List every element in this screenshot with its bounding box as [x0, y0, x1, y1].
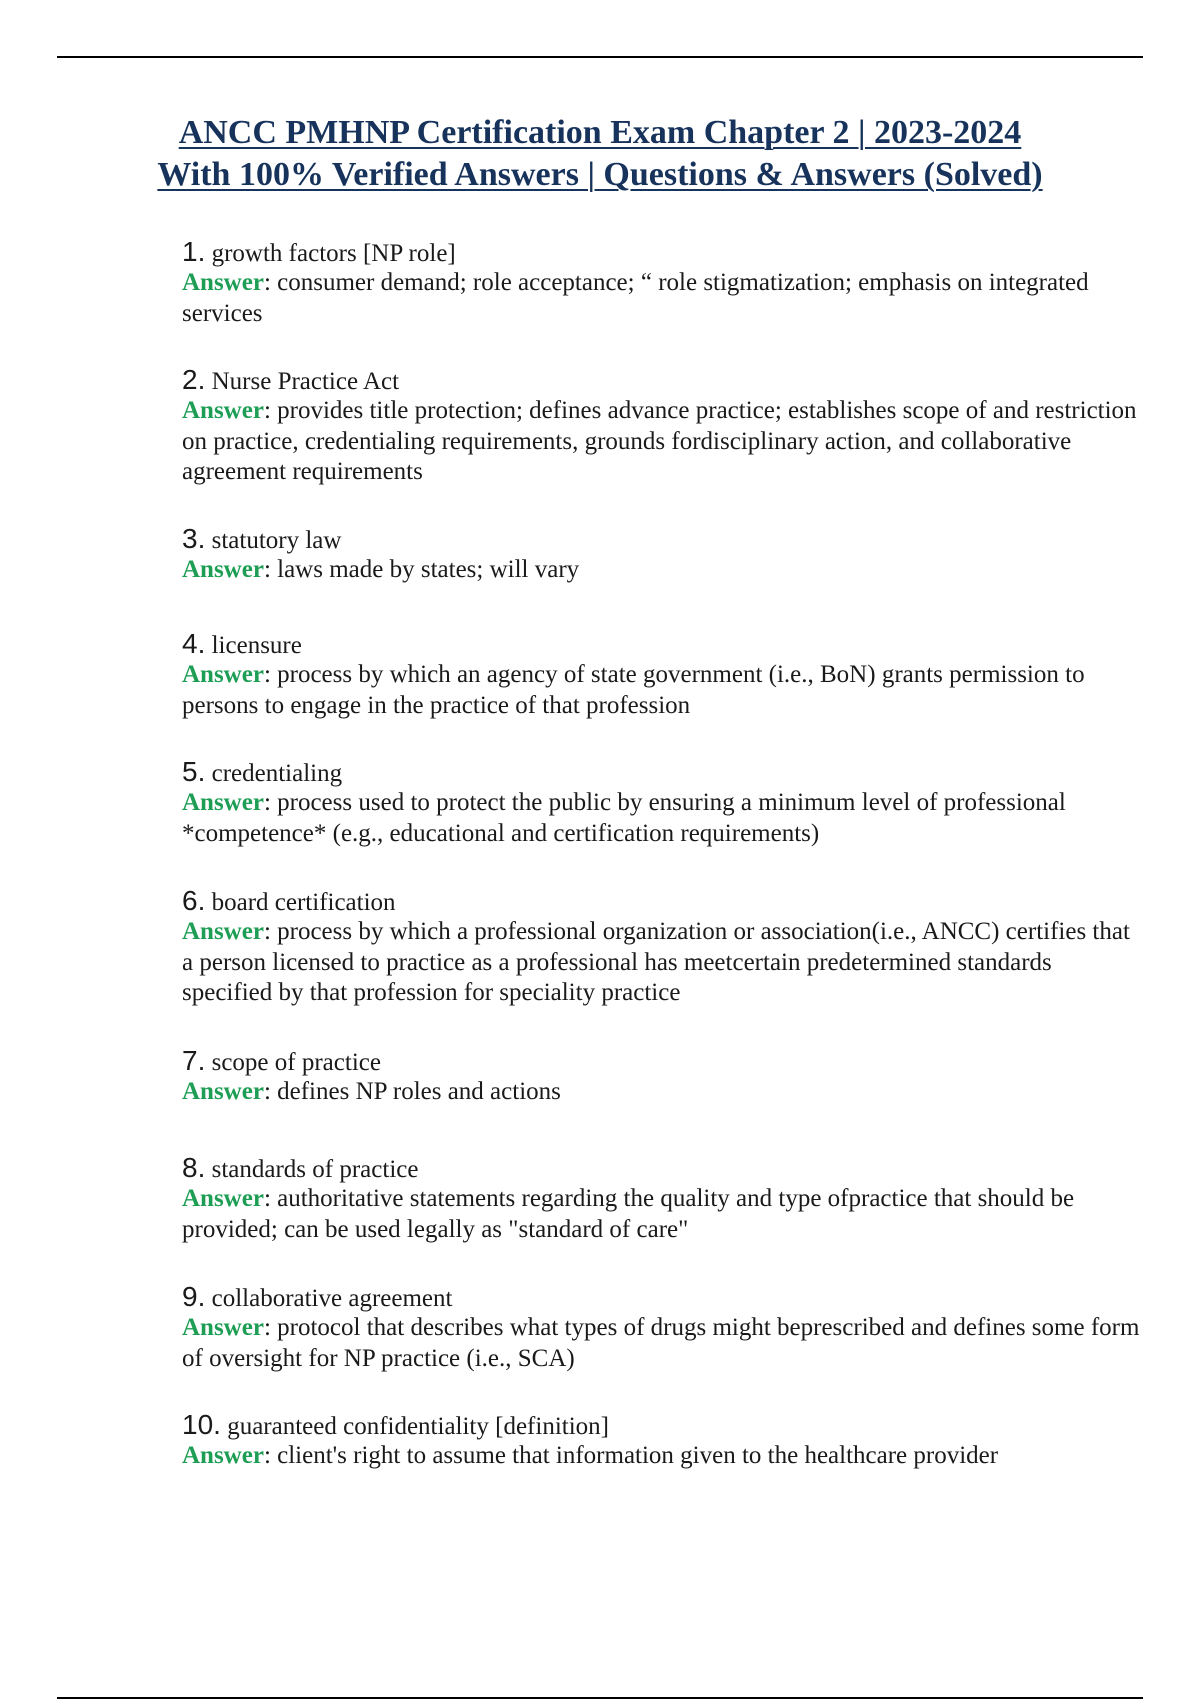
- answer: Answer: process used to protect the public by ensuring a minimum level of professional *competence* (e.g., educational and certification requirements): [182, 789, 1066, 847]
- question-number: 2.: [182, 364, 206, 395]
- answer-label: Answer: [182, 918, 264, 945]
- answer-text: client's right to assume that information given to the healthcare provider: [277, 1442, 999, 1469]
- question-number: 10.: [182, 1409, 221, 1440]
- question-text: guaranteed confidentiality [definition]: [227, 1413, 609, 1440]
- question-text: scope of practice: [211, 1049, 381, 1076]
- title-line-1: ANCC PMHNP Certification Exam Chapter 2 | 2023-2024: [178, 114, 1022, 151]
- question-text: Nurse Practice Act: [211, 368, 400, 395]
- question: [182, 364, 1142, 396]
- question-number: 9.: [182, 1281, 206, 1312]
- question: [182, 756, 1142, 788]
- qa-item-10: [182, 1409, 1142, 1472]
- question-number: 7.: [182, 1045, 206, 1076]
- question-text: statutory law: [211, 527, 342, 554]
- answer-text: authoritative statements regarding the quality and type ofpractice that should be provided; can be used legally as "standard of care": [182, 1185, 1075, 1243]
- answer-label: Answer: [182, 397, 264, 424]
- bottom-rule: [57, 1697, 1143, 1699]
- answer-label: Answer: [182, 269, 264, 296]
- question: [182, 1045, 1142, 1077]
- answer: Answer: protocol that describes what types of drugs might beprescribed and defines some form of oversight for NP practice (i.e., SCA): [182, 1314, 1140, 1372]
- answer: Answer: process by which an agency of state government (i.e., BoN) grants permission to persons to engage in the practice of that profession: [182, 661, 1085, 719]
- answer: Answer: laws made by states; will vary: [182, 556, 580, 583]
- answer-label: Answer: [182, 661, 264, 688]
- answer: Answer: client's right to assume that information given to the healthcare provider: [182, 1442, 999, 1469]
- qa-item-6: [182, 885, 1142, 1009]
- question: [182, 1409, 1142, 1441]
- question-text: standards of practice: [211, 1156, 419, 1183]
- question: [182, 523, 1142, 555]
- question: [182, 1152, 1142, 1184]
- qa-item-1: [182, 236, 1142, 329]
- question-text: growth factors [NP role]: [211, 240, 456, 267]
- question: [182, 236, 1142, 268]
- answer-label: Answer: [182, 1442, 264, 1469]
- title-line-2: With 100% Verified Answers | Questions & Answers (Solved): [157, 156, 1043, 193]
- answer-text: defines NP roles and actions: [277, 1078, 561, 1105]
- answer-label: Answer: [182, 1078, 264, 1105]
- question-text: credentialing: [211, 760, 343, 787]
- answer: Answer: defines NP roles and actions: [182, 1078, 561, 1105]
- question: [182, 628, 1142, 660]
- question-text: board certification: [211, 889, 396, 916]
- answer-text: process by which an agency of state government (i.e., BoN) grants permission to persons to engage in the practice of that profession: [182, 661, 1085, 719]
- qa-item-9: [182, 1281, 1142, 1374]
- question-number: 5.: [182, 756, 206, 787]
- answer-label: Answer: [182, 789, 264, 816]
- question-text: collaborative agreement: [211, 1285, 453, 1312]
- answer-text: laws made by states; will vary: [277, 556, 580, 583]
- question: [182, 1281, 1142, 1313]
- qa-item-4: [182, 628, 1142, 721]
- answer-label: Answer: [182, 556, 264, 583]
- question-text: licensure: [211, 632, 302, 659]
- answer-label: Answer: [182, 1314, 264, 1341]
- qa-item-7: [182, 1045, 1142, 1108]
- answer: Answer: process by which a professional organization or association(i.e., ANCC) certifies that a person licensed to practice as a professional has meetcertain predetermined standards specified by that profession for speciality practice: [182, 918, 1130, 1006]
- question-number: 6.: [182, 885, 206, 916]
- answer-text: process used to protect the public by ensuring a minimum level of professional *competence* (e.g., educational and certification requirements): [182, 789, 1066, 847]
- qa-item-2: [182, 364, 1142, 488]
- question: [182, 885, 1142, 917]
- answer-text: process by which a professional organization or association(i.e., ANCC) certifies that a person licensed to practice as a professional has meetcertain predetermined standards specified by that profession for speciality practice: [182, 918, 1130, 1006]
- question-number: 8.: [182, 1152, 206, 1183]
- answer: Answer: consumer demand; role acceptance; “ role stigmatization; emphasis on integrated services: [182, 269, 1089, 327]
- qa-item-8: [182, 1152, 1142, 1245]
- answer-label: Answer: [182, 1185, 264, 1212]
- answer-text: provides title protection; defines advance practice; establishes scope of and restriction on practice, credentialing requirements, grounds fordisciplinary action, and collaborative agreement requirements: [182, 397, 1137, 485]
- qa-item-5: [182, 756, 1142, 849]
- question-number: 4.: [182, 628, 206, 659]
- question-number: 3.: [182, 523, 206, 554]
- question-number: 1.: [182, 236, 206, 267]
- answer: Answer: provides title protection; defines advance practice; establishes scope of and restriction on practice, credentialing requirements, grounds fordisciplinary action, and collaborative agreement requirements: [182, 397, 1137, 485]
- answer-text: protocol that describes what types of drugs might beprescribed and defines some form of oversight for NP practice (i.e., SCA): [182, 1314, 1140, 1372]
- answer-text: consumer demand; role acceptance; “ role stigmatization; emphasis on integrated services: [182, 269, 1089, 327]
- answer: Answer: authoritative statements regarding the quality and type ofpractice that should be provided; can be used legally as "standard of care": [182, 1185, 1075, 1243]
- qa-item-3: [182, 523, 1142, 586]
